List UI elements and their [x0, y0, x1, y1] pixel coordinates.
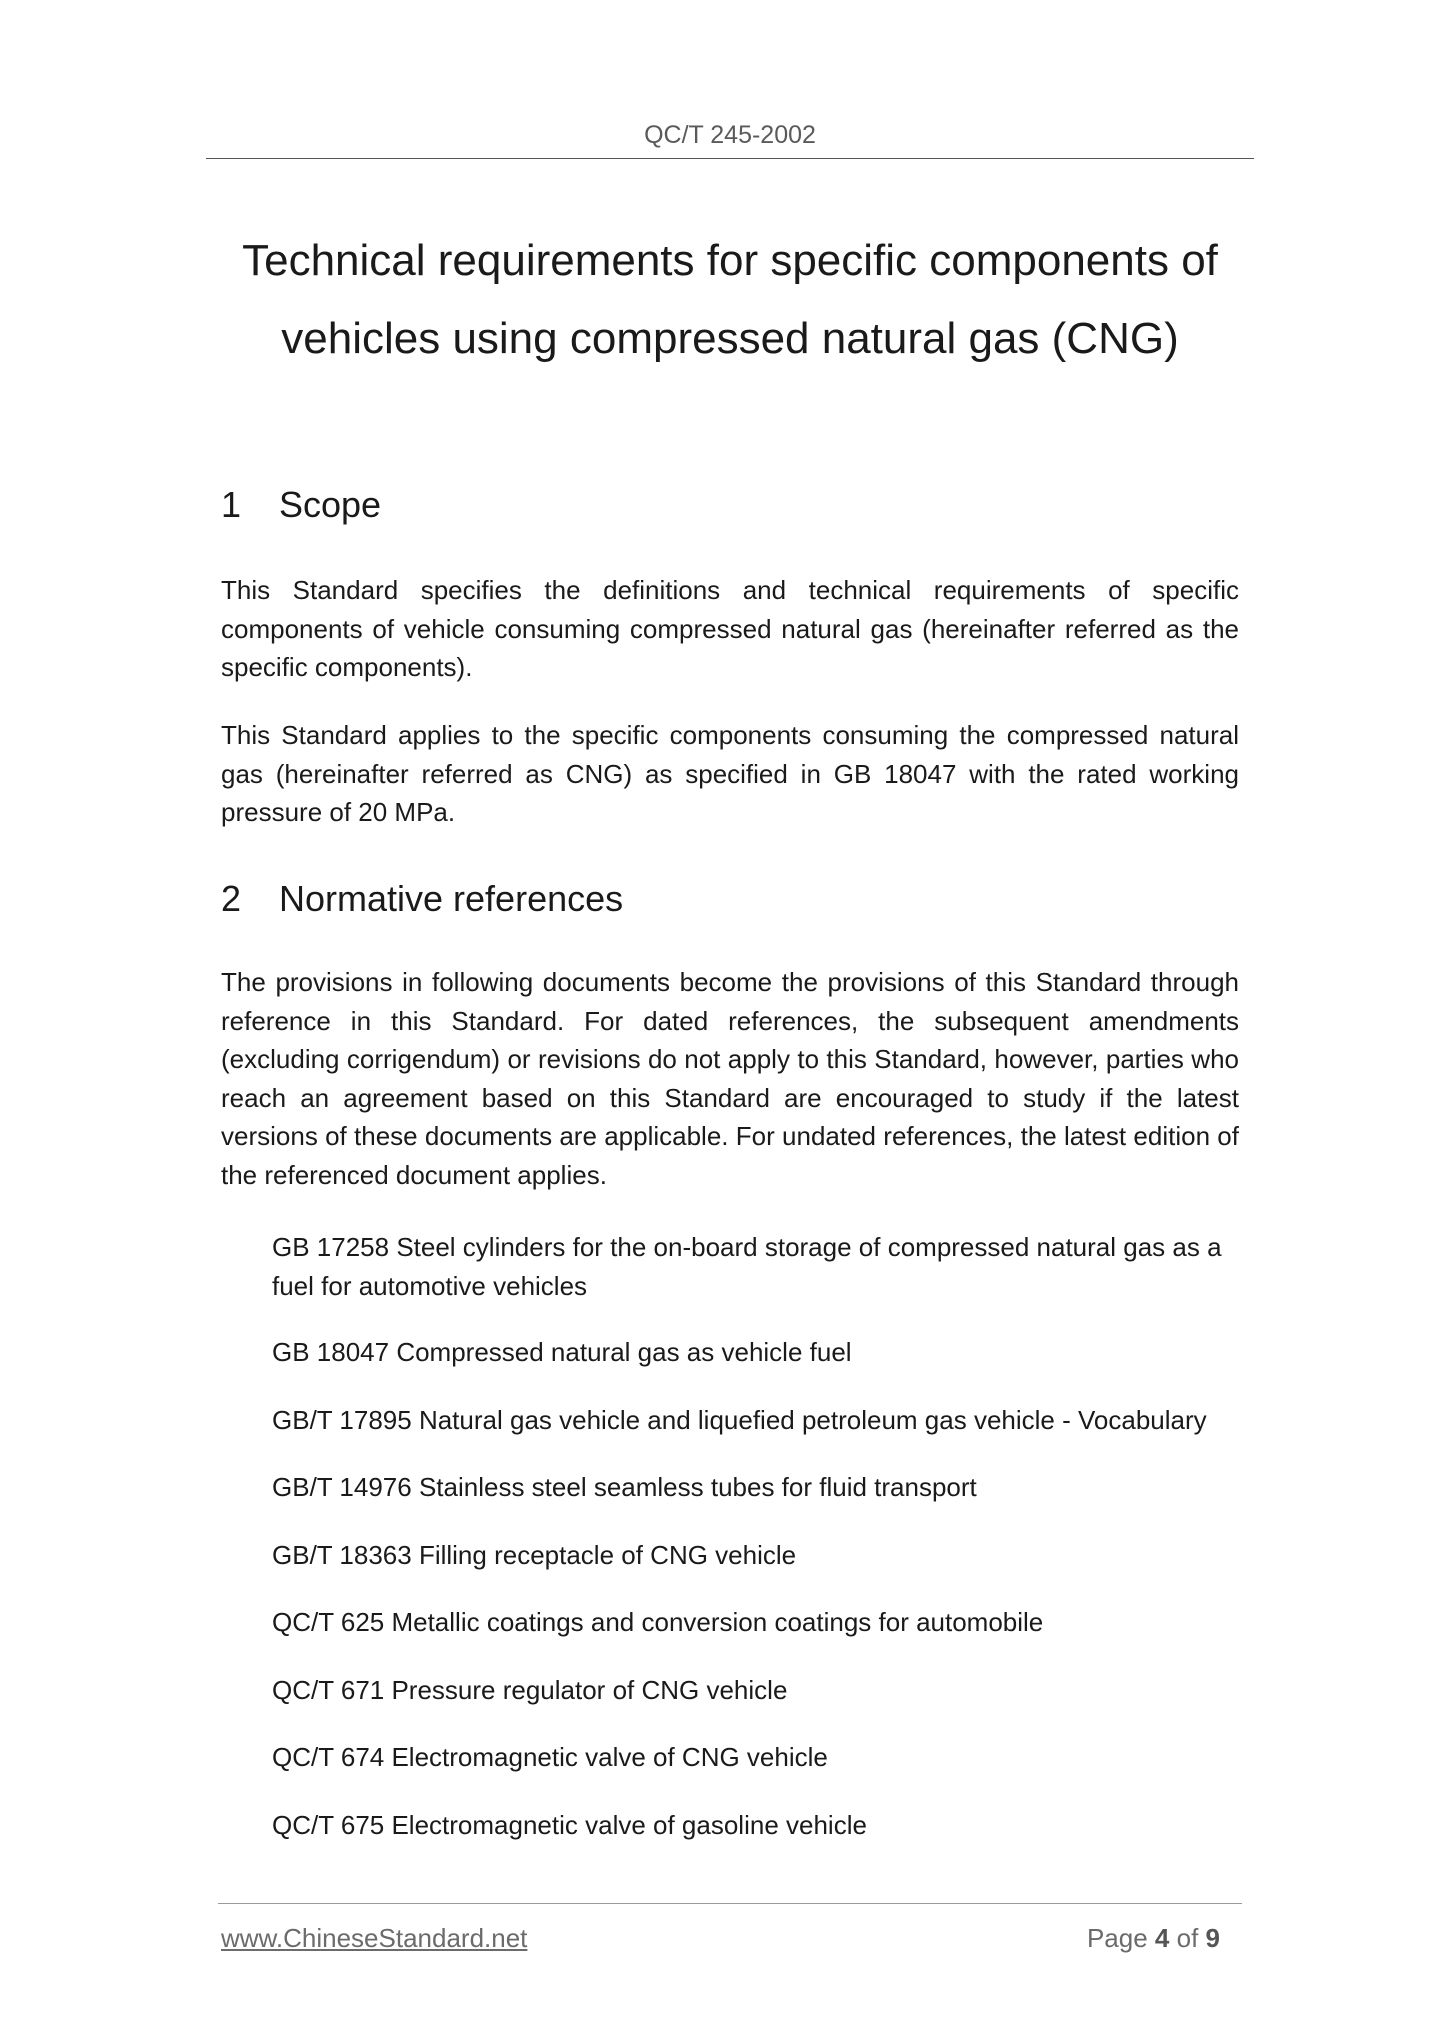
footer-divider [218, 1903, 1242, 1904]
website-link[interactable]: www.ChineseStandard.net [221, 1923, 528, 1953]
normative-references-paragraph: The provisions in following documents become the provisions of this Standard through reference in this Standard. For dated references, the subsequent amendments (excluding corrigendum) or revisions do not apply to this Standard, however, parties who reach an agreement based on this Standard are encouraged to study if the latest versions of these documents are applicable. For undated references, the latest edition of the referenced document applies. [221, 967, 1239, 1190]
reference-item: GB 17258 Steel cylinders for the on-board storage of compressed natural gas as a fuel for automotive vehicles [272, 1232, 1222, 1301]
reference-item: GB/T 14976 Stainless steel seamless tubes for fluid transport [272, 1472, 977, 1502]
page-header [206, 118, 1254, 159]
reference-item: QC/T 674 Electromagnetic valve of CNG vehicle [272, 1742, 828, 1772]
section-title: Scope [279, 484, 382, 525]
title-line-2: vehicles using compressed natural gas (CNG) [281, 314, 1179, 363]
section-heading-scope [221, 483, 381, 527]
section-title: Normative references [279, 878, 624, 919]
document-title [206, 222, 1254, 378]
reference-item: QC/T 625 Metallic coatings and conversion coatings for automobile [272, 1607, 1044, 1637]
section-heading-normative-references [221, 877, 623, 921]
scope-paragraph-1: This Standard specifies the definitions and technical requirements of specific components of vehicle consuming compressed natural gas (hereinafter referred as the specific components). [221, 575, 1239, 682]
page-total: 9 [1205, 1923, 1220, 1953]
page-prefix: Page [1086, 1923, 1148, 1953]
reference-item: QC/T 671 Pressure regulator of CNG vehicle [272, 1674, 788, 1705]
page-current: 4 [1154, 1923, 1170, 1953]
title-line-1: Technical requirements for specific components of [242, 236, 1218, 285]
reference-item: GB 18047 Compressed natural gas as vehicle fuel [272, 1337, 852, 1367]
reference-item: QC/T 675 Electromagnetic valve of gasoline vehicle [272, 1809, 867, 1840]
page-indicator [1040, 1921, 1220, 1955]
scope-paragraph-2: This Standard applies to the specific components consuming the compressed natural gas (hereinafter referred as CNG) as specified in GB 18047 with the rated working pressure of 20 MPa. [221, 720, 1239, 827]
reference-item: GB/T 18363 Filling receptacle of CNG vehicle [272, 1539, 797, 1570]
section-number: 2 [221, 878, 242, 919]
reference-item: GB/T 17895 Natural gas vehicle and liquefied petroleum gas vehicle - Vocabulary [272, 1404, 1207, 1435]
section-number: 1 [221, 484, 242, 525]
page-of: of [1176, 1923, 1199, 1953]
reference-list [272, 1228, 1239, 1873]
standard-code: QC/T 245-2002 [644, 121, 816, 149]
